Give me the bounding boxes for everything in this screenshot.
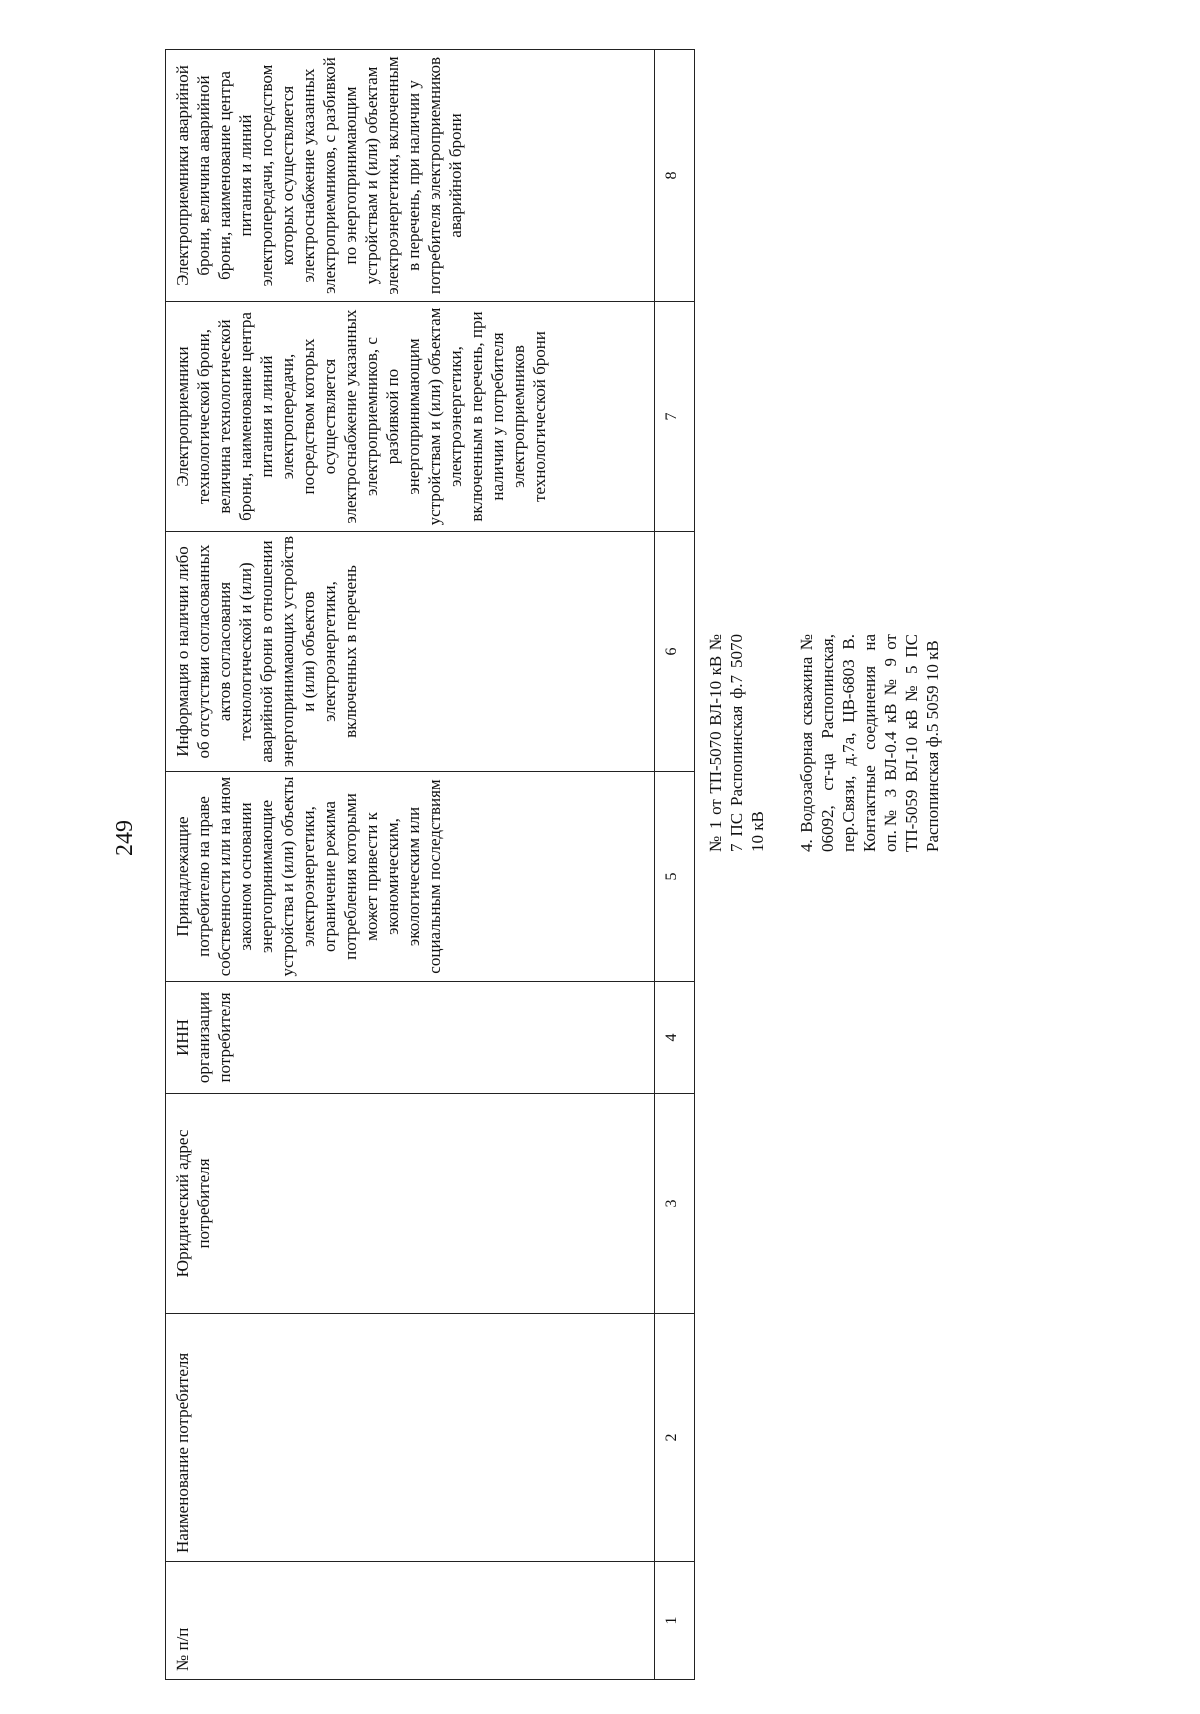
column-number: 3 xyxy=(655,1094,695,1314)
page-number: 249 xyxy=(112,820,138,856)
header-cell-4: ИНН организации потребителя xyxy=(166,982,655,1094)
column-number: 8 xyxy=(655,50,695,302)
header-cell-3: Юридический адрес потребителя xyxy=(166,1094,655,1314)
consumer-table xyxy=(165,49,695,1680)
header-cell-5: Принадлежащие потребителю на праве собственности или на ином законном основании энергопринимающие устройства и (или) объекты электроэнергетики, ограничение режима потребления которыми может привести к экономическим, экологическим или социальным последствиям xyxy=(166,772,655,982)
header-cell-6: Информация о наличии либо об отсутствии согласованных актов согласования технологической и (или) аварийной брони в отношении энергопринимающих устройств и (или) объектов электроэнергетики, включенных в перечень xyxy=(166,532,655,772)
header-cell-7: Электроприемники технологической брони, величина технологической брони, наименование центра питания и линий электропередачи, посредством которых осуществляется электроснабжение указанных электроприемников, с разбивкой по энергопринимающим устройствам и (или) объектам электроэнергетики, включенным в перечень, при наличии у потребителя электроприемников технологической брони xyxy=(166,302,655,532)
column-number: 2 xyxy=(655,1314,695,1562)
column-number-row xyxy=(655,50,695,1680)
header-cell-1: № п/п xyxy=(166,1562,655,1680)
column-number: 4 xyxy=(655,982,695,1094)
continuation-text xyxy=(705,634,971,852)
column-number: 5 xyxy=(655,772,695,982)
rotated-page-content xyxy=(165,50,942,1680)
column-number: 1 xyxy=(655,1562,695,1680)
continuation-paragraph-2: 4. Водозаборная скважина № 06092, ст-ца Распопинская, пер.Связи, д.7а, ЦВ-6803 В. Контактные соединения на оп.№ 3 ВЛ-0.4 кВ № 9 от ТП-5059 ВЛ-10 кВ № 5 ПС Распопинская ф.5 5059 10 кВ xyxy=(797,634,942,852)
header-row xyxy=(166,50,655,1680)
column-number: 7 xyxy=(655,302,695,532)
continuation-paragraph-1: № 1 от ТП-5070 ВЛ-10 кВ № 7 ПС Распопинская ф.7 5070 10 кВ xyxy=(706,634,767,852)
column-number: 6 xyxy=(655,532,695,772)
header-cell-2: Наименование потребителя xyxy=(166,1314,655,1562)
header-cell-8: Электроприемники аварийной брони, величина аварийной брони, наименование центра питания и линий электропередачи, посредством которых осуществляется электроснабжение указанных электроприемников, с разбивкой по энергопринимающим устройствам и (или) объектам электроэнергетики, включенным в перечень, при наличии у потребителя электроприемников аварийной брони xyxy=(166,50,655,302)
